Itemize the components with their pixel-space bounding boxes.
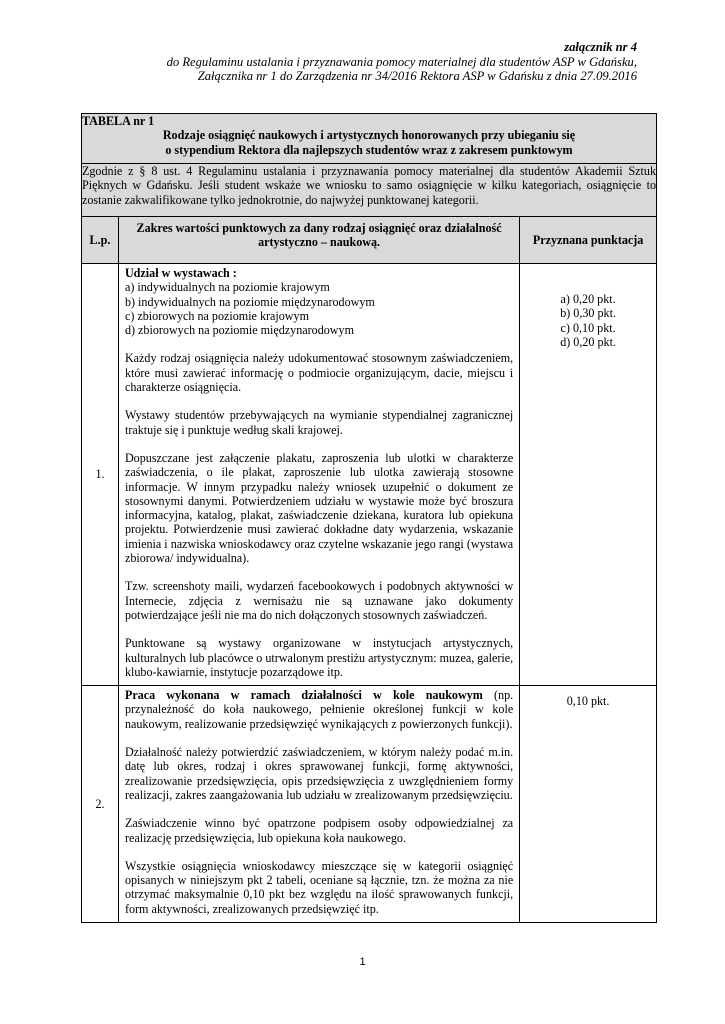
points-value: 0,10 pkt. bbox=[566, 694, 610, 709]
table-intro: Zgodnie z § 8 ust. 4 Regulaminu ustalania i przyznawania pomocy materialnej dla studentów Akademii Sztuk Pięknych w Gdańsku. Jeśli student wskaże we wniosku to samo osiągnięcie w kilku kategoriach, osiągnięcie to zostanie zakwalifikowane tylko jednokrotnie, do najwyżej punktowanej kategorii. bbox=[82, 164, 657, 217]
table-title-row bbox=[82, 114, 657, 164]
table-title-line-1: Rodzaje osiągnięć naukowych i artystycznych honorowanych przy ubieganiu się bbox=[162, 128, 576, 143]
document-header bbox=[167, 40, 637, 84]
header-line-order: Załącznika nr 1 do Zarządzenia nr 34/2016 Rektora ASP w Gdańsku z dnia 27.09.2016 bbox=[197, 69, 637, 83]
paragraph: Dopuszczane jest załączenie plakatu, zaproszenia lub ulotki w charakterze zaświadczenia, o ile plakat, zaproszenie lub ulotka zawierają stosowne informacje. W innym przypadku należy wniosek uzupełnić o dokument ze stosownymi danymi. Potwierdzeniem udziału w wystawie może być broszura informacyjna, katalog, plakat, zaświadczenie dziekana, kuratora lub opiekuna projektu. Potwierdzenie musi zawierać dokładne daty wydarzenia, wskazanie imienia i nazwiska wnioskodawcy oraz czytelne wskazanie jego rangi (wystawa zbiorowa/ indywidualna). bbox=[124, 450, 514, 566]
row-content bbox=[118, 264, 519, 686]
list-item: d) zbiorowych na poziomie międzynarodowym bbox=[124, 323, 354, 338]
row-heading-rest: (np. przynależność do koła naukowego, pełnienie określonej funkcji w kole naukowym, realizowanie przedsięwzięć wynikających z powierzonych funkcji). bbox=[124, 688, 514, 731]
column-header-scope: Zakres wartości punktowych za dany rodzaj osiągnięć oraz działalność artystyczno – naukową. bbox=[118, 217, 519, 264]
paragraph: Wystawy studentów przebywających na wymianie stypendialnej zagranicznej traktuje się i punktuje według skali krajowej. bbox=[124, 408, 514, 437]
attachment-label: załącznik nr 4 bbox=[564, 40, 637, 54]
paragraph: Działalność należy potwierdzić zaświadczeniem, w którym należy podać m.in. datę lub okres, rodzaj i okres sprawowanej funkcji, formę aktywności, zrealizowanie przedsięwzięcia, opis przedsięwzięcia z uwzględnieniem formy realizacji, zakres zaangażowania lub udziału w zrealizowanym przedsięwzięciu. bbox=[124, 745, 514, 802]
table-title-line-2: o stypendium Rektora dla najlepszych studentów wraz z zakresem punktowym bbox=[165, 142, 573, 157]
column-header-points: Przyznana punktacja bbox=[520, 217, 657, 264]
table-row bbox=[82, 264, 657, 686]
points-value: b) 0,30 pkt. bbox=[560, 306, 616, 321]
row-number: 1. bbox=[82, 264, 119, 686]
column-header-lp: L.p. bbox=[82, 217, 119, 264]
points-value: c) 0,10 pkt. bbox=[560, 320, 616, 335]
page-number: 1 bbox=[359, 956, 366, 968]
row-points bbox=[520, 264, 657, 686]
table-label: TABELA nr 1 bbox=[82, 114, 155, 128]
achievements-table bbox=[81, 113, 657, 923]
list-item: a) indywidualnych na poziomie krajowym bbox=[124, 280, 330, 295]
row-number: 2. bbox=[82, 686, 119, 923]
points-value: d) 0,20 pkt. bbox=[560, 334, 616, 349]
table-intro-row bbox=[82, 164, 657, 217]
points-value: a) 0,20 pkt. bbox=[560, 292, 616, 306]
table-header-row bbox=[82, 217, 657, 264]
list-item: c) zbiorowych na poziomie krajowym bbox=[124, 308, 309, 323]
paragraph: Każdy rodzaj osiągnięcia należy udokumentować stosownym zaświadczeniem, które musi zawierać informację o podmiocie organizującym, dacie, miejscu i charakterze osiągnięcia. bbox=[124, 351, 514, 395]
paragraph: Tzw. screenshoty maili, wydarzeń facebookowych i podobnych aktywności w Internecie, zdjęcia z wernisażu nie są uznawane jako dokumenty potwierdzające jeśli nie ma do nich dołączonych stosownych zaświadczeń. bbox=[124, 579, 514, 622]
paragraph: Zaświadczenie winno być opatrzone podpisem osoby odpowiedzialnej za realizację przedsięwzięcia, lub opiekuna koła naukowego. bbox=[124, 816, 514, 845]
paragraph: Punktowane są wystawy organizowane w instytucjach artystycznych, kulturalnych lub placówce o utrwalonym prestiżu artystycznym: muzea, galerie, klubo-kawiarnie, instytucje pozarządowe itp. bbox=[124, 636, 514, 679]
row-content bbox=[118, 686, 519, 923]
row-heading: Udział w wystawach : bbox=[124, 266, 237, 280]
paragraph: Wszystkie osiągnięcia wnioskodawcy mieszczące się w kategorii osiągnięć opisanych w niniejszym pkt 2 tabeli, oceniane są łącznie, tzn. że można za nie otrzymać maksymalnie 0,10 pkt bez względu na ilość sprawowanych funkcji, form aktywności, zrealizowanych przedsięwzięć itp. bbox=[124, 858, 514, 916]
row-points bbox=[520, 686, 657, 923]
row-heading: Praca wykonana w ramach działalności w kole naukowym bbox=[124, 688, 483, 703]
table-row bbox=[82, 686, 657, 923]
header-line-regulation: do Regulaminu ustalania i przyznawania pomocy materialnej dla studentów ASP w Gdańsku, bbox=[166, 54, 637, 69]
list-item: b) indywidualnych na poziomie międzynarodowym bbox=[124, 294, 375, 309]
